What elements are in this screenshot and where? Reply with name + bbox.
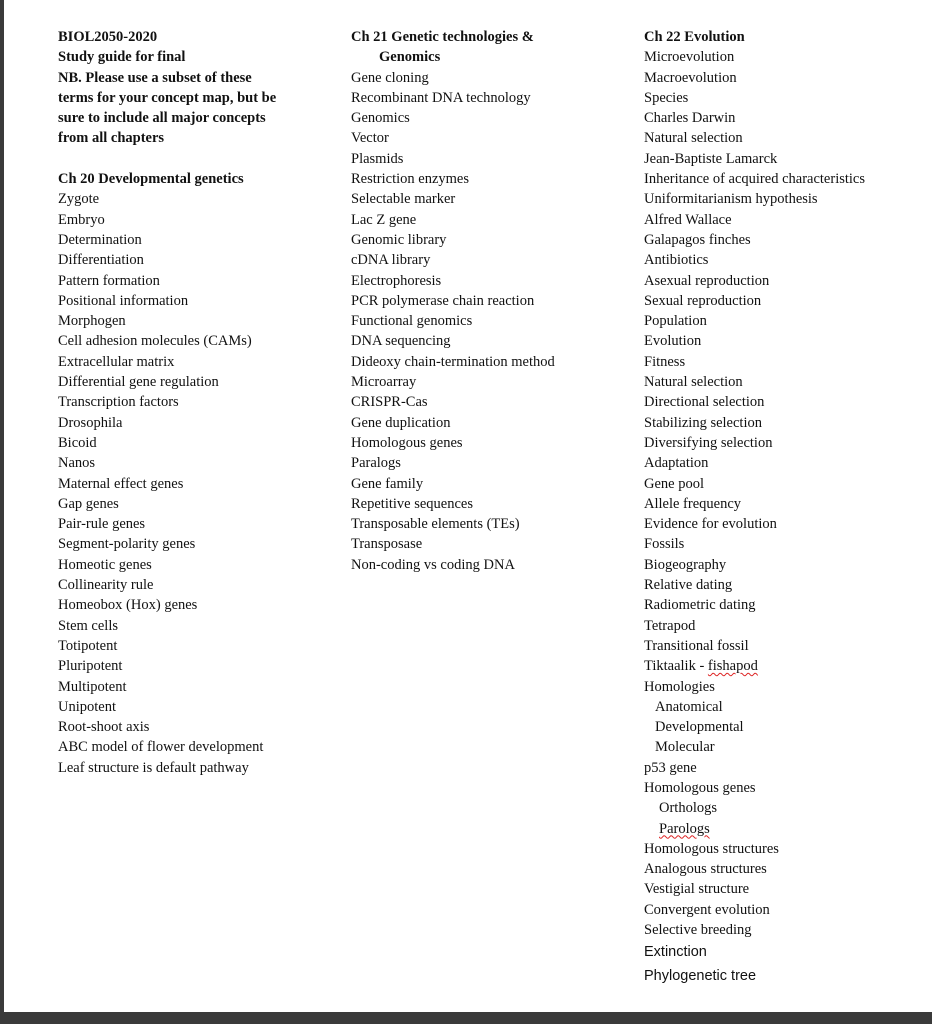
- list-item: Transcription factors: [58, 394, 179, 411]
- tiktaalik-text: Tiktaalik -: [644, 658, 708, 675]
- list-item: Segment-polarity genes: [58, 536, 196, 553]
- list-item: Pair-rule genes: [58, 516, 146, 533]
- list-item: Root-shoot axis: [58, 719, 150, 736]
- instructions-note: [58, 68, 318, 149]
- ch22-term-list: [644, 47, 932, 656]
- list-item: Stem cells: [58, 617, 119, 634]
- list-item: Genomics: [351, 110, 410, 127]
- list-item: Inheritance of acquired characteristics: [644, 171, 865, 188]
- ch21-title: Ch 21 Genetic technologies &: [351, 29, 534, 45]
- list-item: Population: [644, 313, 707, 330]
- list-item: Stabilizing selection: [644, 414, 762, 431]
- list-item: Differential gene regulation: [58, 374, 219, 391]
- list-item: Homologies: [644, 678, 715, 695]
- list-item: Homologous genes: [644, 779, 756, 796]
- list-item: Restriction enzymes: [351, 171, 469, 188]
- column-ch22: [644, 27, 932, 988]
- list-item: Fossils: [644, 536, 685, 553]
- note-line: terms for your concept map, but be: [58, 89, 277, 106]
- column-ch20: [58, 27, 318, 778]
- list-item: Vestigial structure: [644, 881, 750, 898]
- list-item: Gene cloning: [351, 69, 429, 86]
- list-item: Microarray: [351, 374, 417, 391]
- homology-subitems: [644, 697, 932, 758]
- list-item: Bicoid: [58, 434, 97, 451]
- list-item: Transitional fossil: [644, 637, 749, 654]
- list-item: Evolution: [644, 333, 702, 350]
- list-item: [644, 656, 932, 676]
- list-item: p53 gene: [644, 759, 697, 776]
- list-item: Adaptation: [644, 455, 709, 472]
- course-code: BIOL2050-2020: [58, 29, 158, 45]
- list-item: Vector: [351, 130, 389, 147]
- list-item: Non-coding vs coding DNA: [351, 556, 515, 573]
- list-item: Electrophoresis: [351, 272, 442, 289]
- list-item: Drosophila: [58, 414, 123, 431]
- list-item: Recombinant DNA technology: [351, 89, 531, 106]
- list-item: Macroevolution: [644, 69, 737, 86]
- list-item: Dideoxy chain-termination method: [351, 353, 555, 370]
- list-subitem: Developmental: [655, 719, 744, 736]
- list-item: Differentiation: [58, 252, 144, 269]
- parologs-text: Parologs: [659, 820, 710, 837]
- list-item: Paralogs: [351, 455, 401, 472]
- list-item: Lac Z gene: [351, 211, 417, 228]
- list-item: Embryo: [58, 211, 105, 228]
- list-item: Selective breeding: [644, 922, 752, 939]
- list-item: Alfred Wallace: [644, 211, 732, 228]
- list-item: Homologous genes: [351, 434, 463, 451]
- list-item: Pattern formation: [58, 272, 160, 289]
- fishapod-text: fishapod: [707, 658, 758, 675]
- list-subitem: [644, 819, 932, 839]
- list-item: Directional selection: [644, 394, 765, 411]
- list-item: Natural selection: [644, 130, 743, 147]
- list-item: Charles Darwin: [644, 110, 736, 127]
- list-item: Functional genomics: [351, 313, 473, 330]
- ch22-title: Ch 22 Evolution: [644, 29, 745, 45]
- list-item: Uniformitarianism hypothesis: [644, 191, 818, 208]
- ch22-term-list-sans: [644, 940, 932, 988]
- list-item: Homeobox (Hox) genes: [58, 597, 198, 614]
- list-item: Relative dating: [644, 577, 733, 594]
- list-item: Gene duplication: [351, 414, 451, 431]
- list-item: Antibiotics: [644, 252, 709, 269]
- ch22-term-list-b: [644, 839, 932, 940]
- list-item: Species: [644, 89, 689, 106]
- document-page: [4, 0, 932, 1012]
- list-subitem: Anatomical: [655, 698, 723, 715]
- list-item: CRISPR-Cas: [351, 394, 428, 411]
- list-item: Pluripotent: [58, 658, 123, 675]
- list-item: Gene pool: [644, 475, 704, 492]
- guide-subtitle: Study guide for final: [58, 49, 186, 66]
- list-item: Leaf structure is default pathway: [58, 759, 249, 776]
- list-item: Unipotent: [58, 698, 116, 715]
- list-item: Homeotic genes: [58, 556, 152, 573]
- list-item: Nanos: [58, 455, 96, 472]
- list-item: Tetrapod: [644, 617, 696, 634]
- ch20-term-list: [58, 189, 318, 778]
- list-item: Microevolution: [644, 49, 735, 66]
- list-item: Natural selection: [644, 374, 743, 391]
- ch20-title: Ch 20 Developmental genetics: [58, 171, 244, 188]
- ch21-title-line2: Genomics: [379, 49, 441, 66]
- list-item: Sexual reproduction: [644, 292, 762, 309]
- list-item: Asexual reproduction: [644, 272, 770, 289]
- list-item: Analogous structures: [644, 861, 767, 878]
- list-item: Evidence for evolution: [644, 516, 777, 533]
- list-item: Plasmids: [351, 150, 404, 167]
- note-line: NB. Please use a subset of these: [58, 69, 252, 86]
- list-item: Convergent evolution: [644, 901, 770, 918]
- list-item: Totipotent: [58, 637, 118, 654]
- list-item: Determination: [58, 231, 142, 248]
- list-item: Homologous structures: [644, 840, 779, 857]
- list-item: cDNA library: [351, 252, 431, 269]
- list-item: PCR polymerase chain reaction: [351, 292, 535, 309]
- ch21-term-list: [351, 68, 611, 575]
- list-item: Fitness: [644, 353, 686, 370]
- list-item: Jean-Baptiste Lamarck: [644, 150, 778, 167]
- list-item: Radiometric dating: [644, 597, 756, 614]
- list-item: Cell adhesion molecules (CAMs): [58, 333, 252, 350]
- list-item: Diversifying selection: [644, 434, 773, 451]
- list-item: Genomic library: [351, 231, 447, 248]
- list-item: Gene family: [351, 475, 424, 492]
- list-item: Transposable elements (TEs): [351, 516, 520, 533]
- list-subitem: Orthologs: [659, 800, 717, 817]
- list-item: Zygote: [58, 191, 100, 208]
- list-item: Allele frequency: [644, 495, 742, 512]
- list-item: Extinction: [644, 944, 707, 961]
- list-item: Collinearity rule: [58, 577, 154, 594]
- list-item: Galapagos finches: [644, 231, 751, 248]
- list-item: Maternal effect genes: [58, 475, 184, 492]
- note-line: sure to include all major concepts: [58, 110, 266, 127]
- list-item: Extracellular matrix: [58, 353, 175, 370]
- list-item: Morphogen: [58, 313, 126, 330]
- list-item: Repetitive sequences: [351, 495, 473, 512]
- list-item: Positional information: [58, 292, 189, 309]
- list-item: Phylogenetic tree: [644, 968, 757, 985]
- list-item: Gap genes: [58, 495, 119, 512]
- list-item: Selectable marker: [351, 191, 456, 208]
- list-item: Biogeography: [644, 556, 727, 573]
- list-item: ABC model of flower development: [58, 739, 264, 756]
- list-item: DNA sequencing: [351, 333, 451, 350]
- list-item: Multipotent: [58, 678, 127, 695]
- list-subitem: Molecular: [655, 739, 715, 756]
- note-line: from all chapters: [58, 130, 165, 147]
- column-ch21: [351, 27, 611, 575]
- list-item: Transposase: [351, 536, 423, 553]
